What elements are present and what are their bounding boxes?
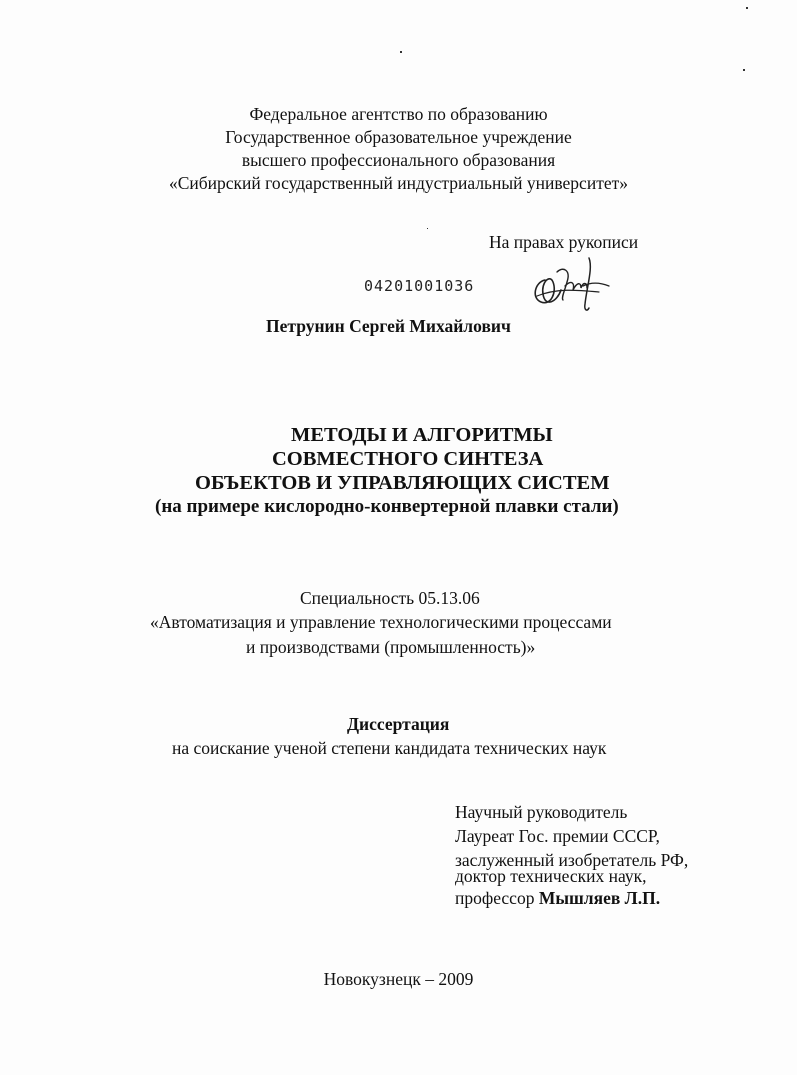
title-line-3: ОБЪЕКТОВ И УПРАВЛЯЮЩИХ СИСТЕМ	[195, 472, 610, 494]
rights-note: На правах рукописи	[489, 232, 639, 252]
supervisor-label: Научный руководитель	[455, 802, 628, 822]
supervisor-name: Мышляев Л.П.	[538, 888, 661, 908]
title-line-1: МЕТОДЫ И АЛГОРИТМЫ	[291, 424, 553, 446]
supervisor-position: профессор	[455, 888, 539, 908]
footer-city-year: Новокузнецк – 2009	[323, 969, 474, 989]
dissertation-type: Диссертация	[347, 714, 450, 734]
author-name: Петрунин Сергей Михайлович	[266, 316, 511, 336]
specialty-name-line-2: и производствами (промышленность)»	[246, 637, 536, 657]
specialty-name-line-1: «Автоматизация и управление технологическими процессами	[150, 612, 612, 632]
scan-speck	[743, 69, 745, 71]
signature-icon	[527, 252, 617, 316]
supervisor-degree: доктор технических наук,	[455, 866, 647, 886]
scan-speck	[400, 51, 402, 53]
scan-speck	[746, 7, 748, 9]
registration-number: 04201001036	[364, 277, 475, 295]
supervisor-award: Лауреат Гос. премии СССР,	[455, 826, 660, 846]
header-line-education-level: высшего профессионального образования	[241, 150, 556, 170]
header-line-institution-type: Государственное образовательное учреждение	[225, 127, 572, 147]
title-subtitle: (на примере кислородно-конвертерной плавки стали)	[155, 496, 619, 517]
specialty-code: Специальность 05.13.06	[300, 588, 480, 608]
scan-speck	[427, 228, 428, 229]
header-line-agency: Федеральное агентство по образованию	[249, 104, 548, 124]
header-line-university-name: «Сибирский государственный индустриальный университет»	[168, 173, 629, 193]
supervisor-position-line	[455, 888, 660, 908]
supervisor-title-inventor: заслуженный изобретатель РФ,	[455, 850, 689, 870]
dissertation-degree: на соискание ученой степени кандидата технических наук	[172, 738, 607, 758]
title-line-2: СОВМЕСТНОГО СИНТЕЗА	[272, 448, 544, 470]
